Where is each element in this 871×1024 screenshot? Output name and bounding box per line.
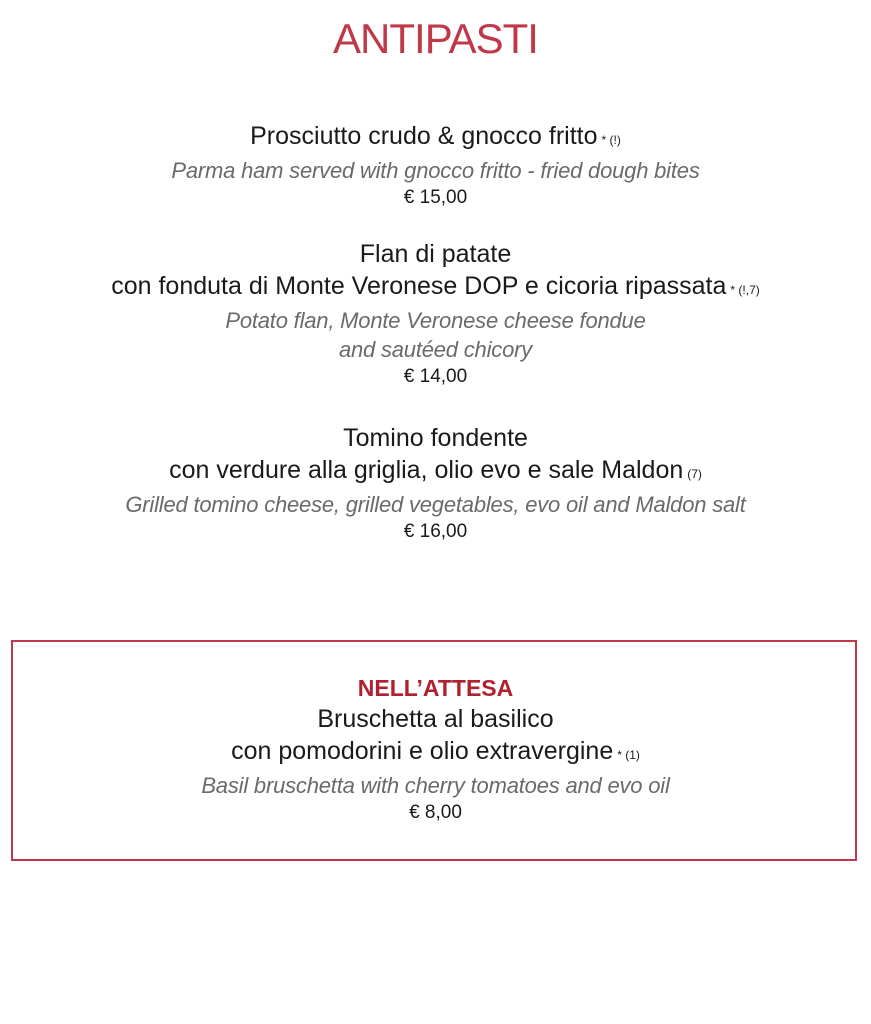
item-subtitle-line	[0, 735, 871, 771]
item-price: € 16,00	[403, 521, 468, 542]
item-description-line2: and sautéed chicory	[338, 337, 533, 362]
box-title: NELL’ATTESA	[357, 675, 514, 701]
item-name: Tomino fondente	[343, 424, 528, 452]
item-name: Prosciutto crudo & gnocco fritto	[250, 122, 598, 150]
item-name: Bruschetta al basilico	[317, 705, 554, 733]
menu-item-bruschetta	[0, 673, 871, 825]
section-title: ANTIPASTI	[333, 15, 538, 62]
menu-item-flan	[0, 238, 871, 389]
item-price: € 14,00	[403, 366, 468, 387]
allergen-note: * (!)	[601, 133, 621, 147]
item-price: € 8,00	[409, 802, 462, 823]
item-subtitle: con fonduta di Monte Veronese DOP e cicoria ripassata	[111, 272, 727, 300]
item-price: € 15,00	[403, 187, 468, 208]
allergen-note: * (!,7)	[730, 283, 760, 297]
allergen-note: (7)	[687, 467, 702, 481]
item-description-line1: Potato flan, Monte Veronese cheese fondue	[225, 308, 646, 333]
menu-item-prosciutto	[0, 120, 871, 210]
item-name: Flan di patate	[359, 240, 512, 268]
item-description: Grilled tomino cheese, grilled vegetables, evo oil and Maldon salt	[125, 492, 746, 517]
item-subtitle-line	[0, 270, 871, 306]
allergen-note: * (1)	[617, 748, 640, 762]
item-subtitle-line	[0, 454, 871, 490]
menu-item-tomino	[0, 422, 871, 544]
item-subtitle: con pomodorini e olio extravergine	[231, 737, 614, 765]
item-description: Basil bruschetta with cherry tomatoes and evo oil	[201, 773, 670, 798]
item-description: Parma ham served with gnocco fritto - fried dough bites	[171, 158, 700, 183]
item-name-line	[0, 120, 871, 156]
item-subtitle: con verdure alla griglia, olio evo e sale Maldon	[169, 456, 684, 484]
